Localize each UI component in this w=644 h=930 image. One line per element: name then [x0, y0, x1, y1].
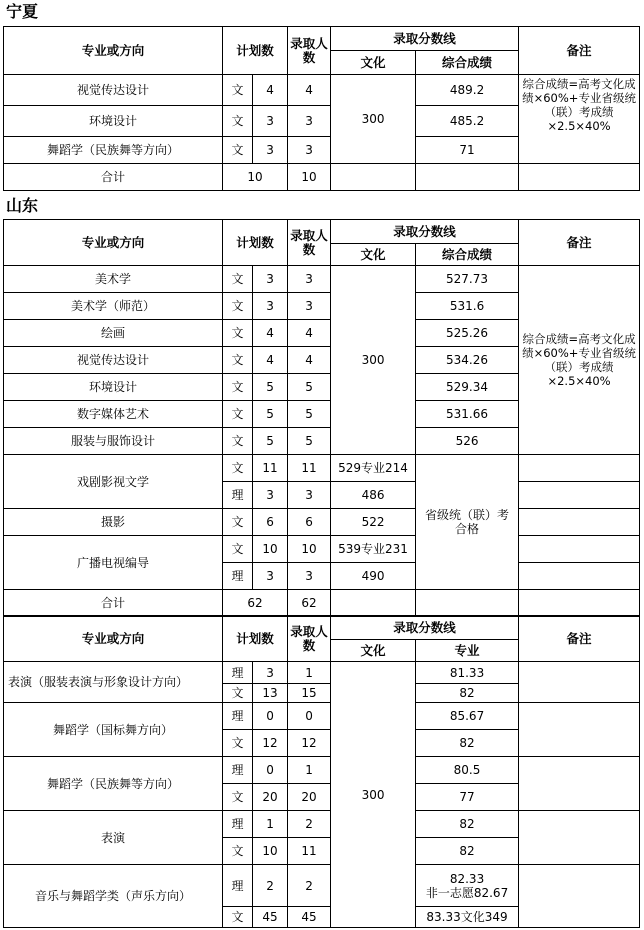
total-row — [4, 164, 640, 191]
plan-cell: 11 — [253, 455, 288, 482]
plan-cell: 1 — [253, 811, 288, 838]
admit-cell: 6 — [288, 509, 331, 536]
header-major: 专业或方向 — [4, 616, 223, 662]
plan-cell: 4 — [253, 320, 288, 347]
admit-cell: 4 — [288, 320, 331, 347]
type-cell: 文 — [223, 838, 253, 865]
professional-cell: 77 — [416, 784, 519, 811]
type-cell: 文 — [223, 401, 253, 428]
composite-cell: 485.2 — [416, 106, 519, 137]
major-cell: 绘画 — [4, 320, 223, 347]
admit-cell: 10 — [288, 536, 331, 563]
culture-cell: 486 — [331, 482, 416, 509]
header-major: 专业或方向 — [4, 220, 223, 266]
major-cell: 表演 — [4, 811, 223, 865]
admit-cell: 2 — [288, 811, 331, 838]
plan-cell: 13 — [253, 684, 288, 703]
culture-cell: 300 — [331, 75, 416, 164]
major-cell: 美术学 — [4, 266, 223, 293]
culture-cell: 529专业214 — [331, 455, 416, 482]
plan-cell: 3 — [253, 662, 288, 684]
type-cell: 文 — [223, 455, 253, 482]
type-cell: 文 — [223, 784, 253, 811]
header-remark: 备注 — [519, 616, 640, 662]
type-cell: 文 — [223, 320, 253, 347]
type-cell: 文 — [223, 509, 253, 536]
header-score-line: 录取分数线 — [331, 27, 519, 51]
composite-cell: 71 — [416, 137, 519, 164]
region-title-shandong: 山东 — [6, 196, 39, 215]
culture-cell: 539专业231 — [331, 536, 416, 563]
plan-cell: 3 — [253, 106, 288, 137]
professional-cell: 82 — [416, 730, 519, 757]
culture-cell: 300 — [331, 662, 416, 928]
type-cell: 文 — [223, 75, 253, 106]
header-admit: 录取人数 — [288, 27, 331, 75]
table-row — [4, 865, 640, 907]
admit-cell: 3 — [288, 293, 331, 320]
remark-cell: 综合成绩=高考文化成绩×60%+专业省级统（联）考成绩×2.5×40% — [519, 75, 640, 164]
composite-cell: 531.6 — [416, 293, 519, 320]
header-culture: 文化 — [331, 640, 416, 662]
performance-table — [3, 615, 640, 928]
table-row — [4, 536, 640, 563]
header-plan: 计划数 — [223, 220, 288, 266]
composite-cell: 529.34 — [416, 374, 519, 401]
plan-cell: 20 — [253, 784, 288, 811]
major-cell: 环境设计 — [4, 374, 223, 401]
professional-cell: 81.33 — [416, 662, 519, 684]
type-cell: 理 — [223, 482, 253, 509]
table-row — [4, 455, 640, 482]
major-cell: 视觉传达设计 — [4, 347, 223, 374]
type-cell: 文 — [223, 684, 253, 703]
type-cell: 文 — [223, 266, 253, 293]
major-cell: 服装与服饰设计 — [4, 428, 223, 455]
table-row — [4, 703, 640, 730]
table-row — [4, 509, 640, 536]
major-cell: 舞蹈学（民族舞等方向） — [4, 137, 223, 164]
total-row — [4, 590, 640, 617]
table-row — [4, 662, 640, 684]
total-plan: 10 — [223, 164, 288, 191]
total-plan: 62 — [223, 590, 288, 617]
plan-cell: 3 — [253, 137, 288, 164]
header-professional: 专业 — [416, 640, 519, 662]
type-cell: 理 — [223, 563, 253, 590]
type-cell: 理 — [223, 703, 253, 730]
type-cell: 文 — [223, 428, 253, 455]
type-cell: 文 — [223, 536, 253, 563]
header-culture: 文化 — [331, 51, 416, 75]
remark-cell: 综合成绩=高考文化成绩×60%+专业省级统（联）考成绩×2.5×40% — [519, 266, 640, 455]
plan-cell: 3 — [253, 482, 288, 509]
major-cell: 视觉传达设计 — [4, 75, 223, 106]
plan-cell: 12 — [253, 730, 288, 757]
admit-cell: 20 — [288, 784, 331, 811]
total-admit: 10 — [288, 164, 331, 191]
table-row — [4, 75, 640, 106]
plan-cell: 0 — [253, 757, 288, 784]
professional-cell: 85.67 — [416, 703, 519, 730]
admit-cell: 11 — [288, 838, 331, 865]
total-label: 合计 — [4, 164, 223, 191]
type-cell: 理 — [223, 811, 253, 838]
type-cell: 理 — [223, 757, 253, 784]
header-score-line: 录取分数线 — [331, 616, 519, 640]
major-cell: 广播电视编导 — [4, 536, 223, 590]
merged-note-cell: 省级统（联）考合格 — [416, 455, 519, 590]
type-cell: 文 — [223, 907, 253, 928]
plan-cell: 45 — [253, 907, 288, 928]
admit-cell: 12 — [288, 730, 331, 757]
type-cell: 理 — [223, 865, 253, 907]
plan-cell: 3 — [253, 266, 288, 293]
admit-cell: 3 — [288, 137, 331, 164]
header-plan: 计划数 — [223, 27, 288, 75]
plan-cell: 10 — [253, 536, 288, 563]
admit-cell: 45 — [288, 907, 331, 928]
header-plan: 计划数 — [223, 616, 288, 662]
header-composite: 综合成绩 — [416, 51, 519, 75]
shandong-table — [3, 219, 640, 617]
type-cell: 文 — [223, 106, 253, 137]
admit-cell: 5 — [288, 428, 331, 455]
admit-cell: 4 — [288, 347, 331, 374]
composite-cell: 489.2 — [416, 75, 519, 106]
type-cell: 理 — [223, 662, 253, 684]
total-label: 合计 — [4, 590, 223, 617]
admit-cell: 4 — [288, 75, 331, 106]
professional-cell: 83.33文化349 — [416, 907, 519, 928]
culture-cell: 522 — [331, 509, 416, 536]
professional-cell: 82 — [416, 811, 519, 838]
major-cell: 表演（服装表演与形象设计方向） — [4, 662, 223, 703]
header-remark: 备注 — [519, 220, 640, 266]
total-admit: 62 — [288, 590, 331, 617]
table-row — [4, 266, 640, 293]
type-cell: 文 — [223, 730, 253, 757]
admit-cell: 1 — [288, 662, 331, 684]
plan-cell: 5 — [253, 428, 288, 455]
header-culture: 文化 — [331, 244, 416, 266]
plan-cell: 3 — [253, 563, 288, 590]
admit-cell: 11 — [288, 455, 331, 482]
table-row — [4, 757, 640, 784]
table-row — [4, 811, 640, 838]
admit-cell: 2 — [288, 865, 331, 907]
plan-cell: 6 — [253, 509, 288, 536]
plan-cell: 4 — [253, 75, 288, 106]
culture-cell: 300 — [331, 266, 416, 455]
header-major: 专业或方向 — [4, 27, 223, 75]
header-admit: 录取人数 — [288, 616, 331, 662]
plan-cell: 5 — [253, 374, 288, 401]
type-cell: 文 — [223, 374, 253, 401]
admit-cell: 0 — [288, 703, 331, 730]
header-score-line: 录取分数线 — [331, 220, 519, 244]
plan-cell: 4 — [253, 347, 288, 374]
professional-line: 非一志愿82.67 — [425, 885, 509, 900]
professional-line: 82.33 — [449, 871, 485, 886]
major-cell: 环境设计 — [4, 106, 223, 137]
type-cell: 文 — [223, 137, 253, 164]
major-cell: 摄影 — [4, 509, 223, 536]
professional-cell: 80.5 — [416, 757, 519, 784]
admit-cell: 3 — [288, 563, 331, 590]
admit-cell: 3 — [288, 266, 331, 293]
header-remark: 备注 — [519, 27, 640, 75]
region-title-ningxia: 宁夏 — [6, 2, 39, 21]
type-cell: 文 — [223, 347, 253, 374]
major-cell: 舞蹈学（国标舞方向） — [4, 703, 223, 757]
admit-cell: 3 — [288, 106, 331, 137]
plan-cell: 0 — [253, 703, 288, 730]
ningxia-table — [3, 26, 640, 191]
header-admit: 录取人数 — [288, 220, 331, 266]
type-cell: 文 — [223, 293, 253, 320]
plan-cell: 5 — [253, 401, 288, 428]
header-composite: 综合成绩 — [416, 244, 519, 266]
major-cell: 舞蹈学（民族舞等方向） — [4, 757, 223, 811]
professional-cell: 82 — [416, 838, 519, 865]
composite-cell: 534.26 — [416, 347, 519, 374]
professional-cell — [416, 865, 519, 907]
composite-cell: 526 — [416, 428, 519, 455]
admit-cell: 1 — [288, 757, 331, 784]
major-cell: 数字媒体艺术 — [4, 401, 223, 428]
composite-cell: 531.66 — [416, 401, 519, 428]
admit-cell: 5 — [288, 374, 331, 401]
composite-cell: 525.26 — [416, 320, 519, 347]
plan-cell: 3 — [253, 293, 288, 320]
major-cell: 音乐与舞蹈学类（声乐方向） — [4, 865, 223, 928]
admit-cell: 5 — [288, 401, 331, 428]
major-cell: 美术学（师范） — [4, 293, 223, 320]
admit-cell: 15 — [288, 684, 331, 703]
plan-cell: 10 — [253, 838, 288, 865]
admit-cell: 3 — [288, 482, 331, 509]
plan-cell: 2 — [253, 865, 288, 907]
composite-cell: 527.73 — [416, 266, 519, 293]
culture-cell: 490 — [331, 563, 416, 590]
major-cell: 戏剧影视文学 — [4, 455, 223, 509]
professional-cell: 82 — [416, 684, 519, 703]
